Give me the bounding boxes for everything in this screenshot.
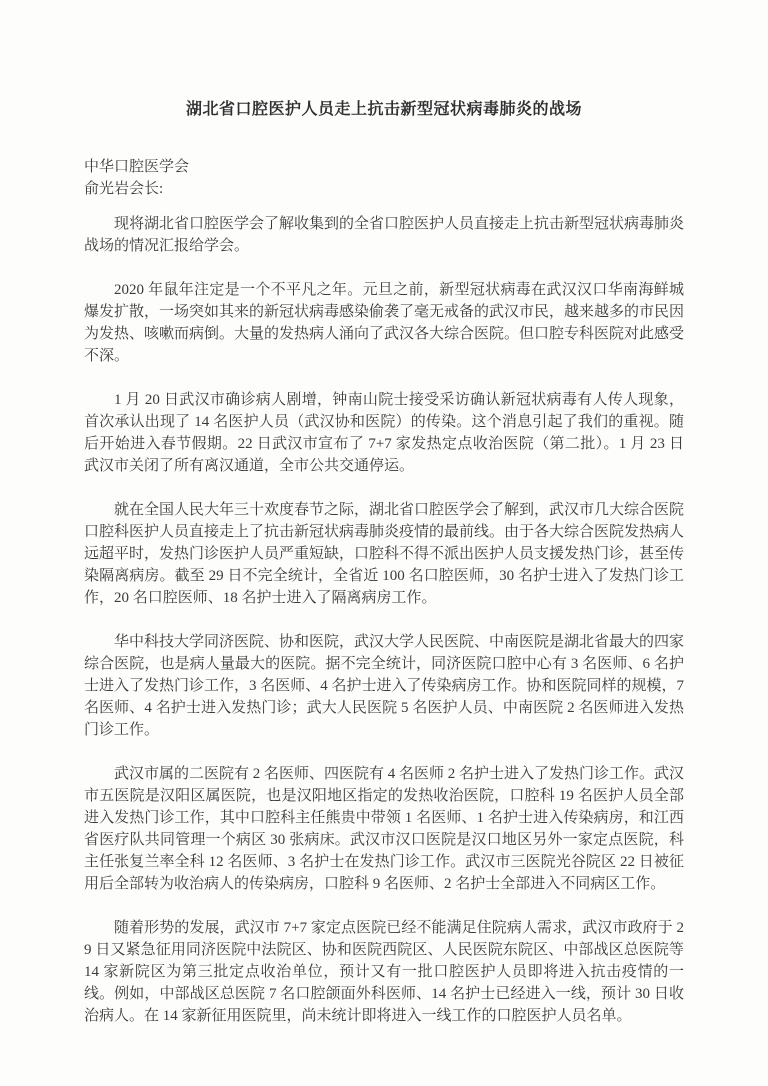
- paragraph-outbreak-background: 2020 年鼠年注定是一个不平凡之年。元旦之前，新型冠状病毒在武汉汉口华南海鲜城爆发扩散，一场突如其来的新冠状病毒感染偷袭了毫无戒备的武汉市民，越来越多的市民因为发热、咳嗽而病倒。大量的发热病人涌向了武汉各大综合医院。但口腔专科医院对此感受不深。: [84, 282, 685, 364]
- paragraph-new-designated-hospitals: 随着形势的发展，武汉市 7+7 家定点医院已经不能满足住院病人需求，武汉市政府于 29 日又紧急征用同济医院中法院区、协和医院西院区、人民医院东院区、中部战区总医院等 14 家新院区为第三批定点收治单位，预计又有一批口腔医护人员即将进入抗击疫情的一线。例如，中部战区总医院 7 名口腔颌面外科医师、14 名护士已经进入一线，预计 30 日收治病人。在 14 家新征用医院里，尚未统计即将进入一线工作的口腔医护人员名单。: [84, 920, 684, 1024]
- paragraph-intro: 现将湖北省口腔医学会了解收集到的全省口腔医护人员直接走上抗击新型冠状病毒肺炎战场的情况汇报给学会。: [84, 216, 685, 254]
- paragraph-jan20-events: 1 月 20 日武汉市确诊病人剧增，钟南山院士接受采访确认新冠状病毒有人传人现象，首次承认出现了 14 名医护人员（武汉协和医院）的传染。这个消息引起了我们的重视。随后开始进入春节假期。22 日武汉市宣布了 7+7 家发热定点收治医院（第二批）。1 月 23 日武汉市关闭了所有离汉通道，全市公共交通停运。: [84, 392, 684, 474]
- recipient-organization: 中华口腔医学会: [84, 159, 190, 175]
- document-title: 湖北省口腔医护人员走上抗击新型冠状病毒肺炎的战场: [185, 101, 582, 118]
- paragraph-municipal-hospitals: 武汉市属的二医院有 2 名医师、四医院有 4 名医师 2 名护士进入了发热门诊工作。武汉市五医院是汉阳区属医院，也是汉阳地区指定的发热收治医院，口腔科 19 名医护人员全部进入发热门诊工作，其中口腔科主任熊贵中带领 1 名医师、1 名护士进入传染病房，和江西省医疗队共同管理一个病区 30 张病床。武汉市汉口医院是汉口地区另外一家定点医院，科主任张复兰率全科 12 名医师、3 名护士在发热门诊工作。武汉市三医院光谷院区 22 日被征用后全部转为收治病人的传染病房，口腔科 9 名医师、2 名护士全部进入不同病区工作。: [84, 766, 685, 892]
- recipient-addressee: 俞光岩会长:: [84, 181, 164, 197]
- salutation-block: [84, 156, 684, 200]
- paragraph-frontline-statistics: 就在全国人民大年三十欢度春节之际，湖北省口腔医学会了解到，武汉市几大综合医院口腔科医护人员直接走上了抗击新冠状病毒肺炎疫情的最前线。由于各大综合医院发热病人远超平时，发热门诊医护人员严重短缺，口腔科不得不派出医护人员支援发热门诊，甚至传染隔离病房。截至 29 日不完全统计，全省近 100 名口腔医师，30 名护士进入了发热门诊工作，20 名口腔医师、18 名护士进入了隔离病房工作。: [84, 502, 685, 606]
- paragraph-four-major-hospitals: 华中科技大学同济医院、协和医院，武汉大学人民医院、中南医院是湖北省最大的四家综合医院，也是病人量最大的医院。据不完全统计，同济医院口腔中心有 3 名医师、6 名护士进入了发热门诊工作，3 名医师、4 名护士进入了传染病房工作。协和医院同样的规模，7 名医师、4 名护士进入发热门诊；武大人民医院 5 名医护人员、中南医院 2 名医师进入发热门诊工作。: [84, 634, 685, 738]
